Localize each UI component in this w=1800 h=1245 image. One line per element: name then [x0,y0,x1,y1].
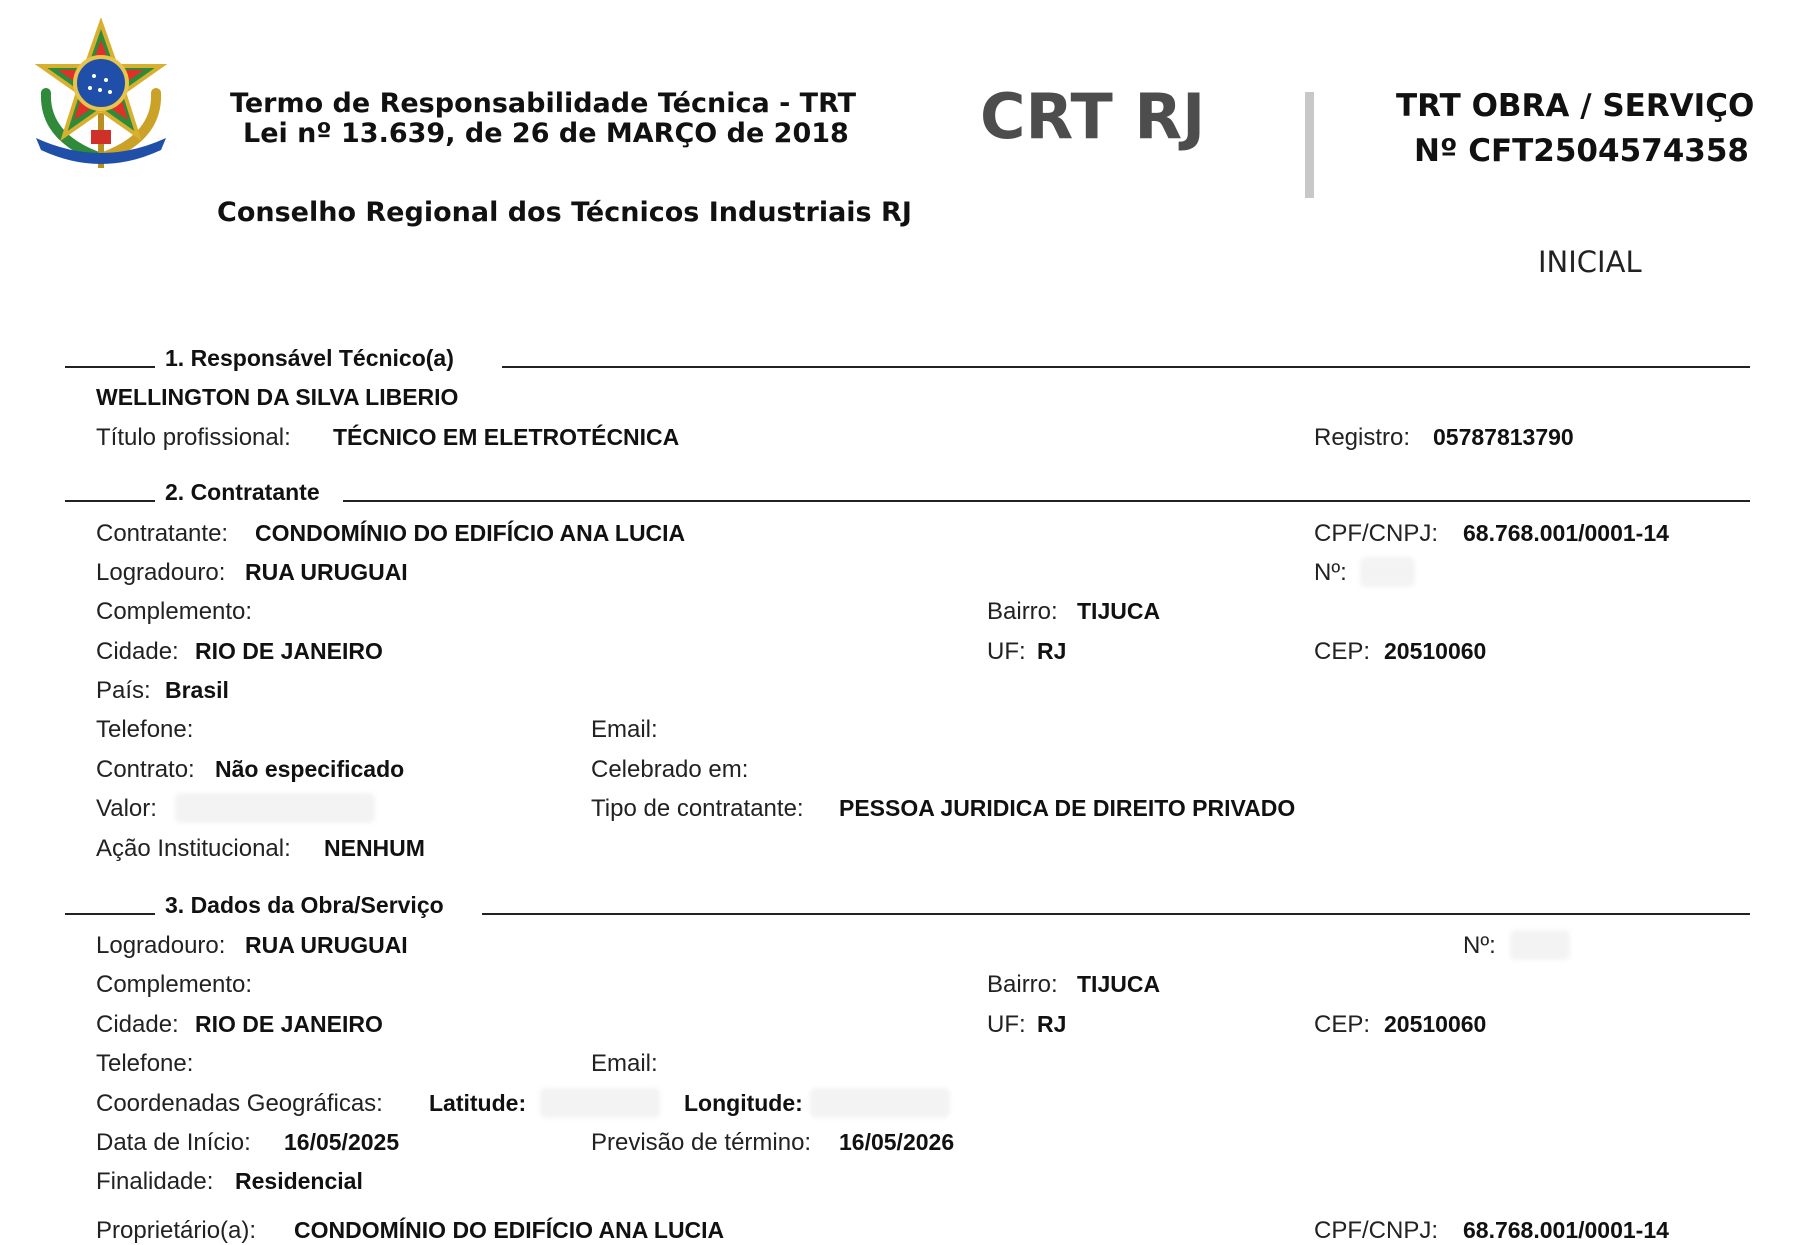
data-inicio-value: 16/05/2025 [284,1129,400,1155]
celebrado-label: Celebrado em: [591,756,749,783]
contratante-uf-value: RJ [1037,638,1067,664]
contratante-cpf-label: CPF/CNPJ: [1314,520,1439,547]
coat-of-arms-icon [26,18,176,168]
contratante-cidade-value: RIO DE JANEIRO [195,638,383,664]
council-name: Conselho Regional dos Técnicos Industriais RJ [217,197,912,228]
obra-cidade-value: RIO DE JANEIRO [195,1011,383,1037]
data-inicio-label: Data de Início: [96,1129,251,1156]
contratante-pais-label: País: [96,677,151,704]
contrato-value: Não especificado [215,756,405,782]
latitude-label: Latitude: [429,1090,527,1116]
finalidade-label: Finalidade: [96,1168,214,1195]
contratante-label: Contratante: [96,520,229,547]
document-title-line1: Termo de Responsabilidade Técnica - TRT [230,88,857,119]
trt-number: Nº CFT2504574358 [1414,133,1749,169]
valor-label: Valor: [96,795,157,822]
obra-logradouro-label: Logradouro: [96,932,226,959]
obra-cidade-label: Cidade: [96,1011,179,1038]
obra-bairro-label: Bairro: [987,971,1058,998]
section3-rule-right [482,913,1750,915]
proprietario-value: CONDOMÍNIO DO EDIFÍCIO ANA LUCIA [294,1217,725,1243]
contratante-pais-value: Brasil [165,677,229,703]
obra-email-label: Email: [591,1050,658,1077]
section1-rule-right [502,366,1750,368]
contratante-telefone-label: Telefone: [96,716,194,743]
contratante-uf-label: UF: [987,638,1026,665]
contratante-cep-label: CEP: [1314,638,1371,665]
titulo-label: Título profissional: [96,424,291,451]
registro-label: Registro: [1314,424,1411,451]
obra-complemento-label: Complemento: [96,971,253,998]
document-title-line2: Lei nº 13.639, de 26 de MARÇO de 2018 [243,118,849,149]
obra-bairro-value: TIJUCA [1077,971,1161,997]
redacted-valor [175,793,375,823]
previsao-termino-value: 16/05/2026 [839,1129,955,1155]
section2-title: 2. Contratante [165,479,320,505]
contratante-bairro-label: Bairro: [987,598,1058,625]
redacted-longitude [810,1088,950,1118]
obra-uf-value: RJ [1037,1011,1067,1037]
longitude-label: Longitude: [684,1090,803,1116]
proprietario-cpf-value: 68.768.001/0001-14 [1463,1217,1669,1243]
redacted-numero [1360,557,1415,587]
contratante-bairro-value: TIJUCA [1077,598,1161,624]
finalidade-value: Residencial [235,1168,363,1194]
trt-status: INICIAL [1538,245,1642,279]
redacted-latitude [540,1088,660,1118]
obra-numero-label: Nº: [1463,932,1496,959]
tipo-contratante-label: Tipo de contratante: [591,795,804,822]
responsavel-name: WELLINGTON DA SILVA LIBERIO [96,384,459,410]
contratante-numero-label: Nº: [1314,559,1347,586]
registro-value: 05787813790 [1433,424,1574,450]
section1-rule-left [65,366,155,368]
obra-telefone-label: Telefone: [96,1050,194,1077]
contratante-email-label: Email: [591,716,658,743]
contratante-cep-value: 20510060 [1384,638,1487,664]
coordenadas-label: Coordenadas Geográficas: [96,1090,383,1117]
section2-rule-right [343,500,1750,502]
contratante-logradouro-label: Logradouro: [96,559,226,586]
section3-title: 3. Dados da Obra/Serviço [165,892,444,918]
acao-institucional-label: Ação Institucional: [96,835,291,862]
proprietario-cpf-label: CPF/CNPJ: [1314,1217,1439,1244]
obra-uf-label: UF: [987,1011,1026,1038]
header-divider [1305,92,1314,198]
obra-cep-value: 20510060 [1384,1011,1487,1037]
contratante-cpf-value: 68.768.001/0001-14 [1463,520,1669,546]
acao-institucional-value: NENHUM [324,835,425,861]
contrato-label: Contrato: [96,756,195,783]
section2-rule-left [65,500,155,502]
proprietario-label: Proprietário(a): [96,1217,257,1244]
trt-type: TRT OBRA / SERVIÇO [1396,88,1755,124]
redacted-obra-numero [1510,930,1570,960]
brand-logo-text: CRT RJ [980,80,1206,153]
contratante-value: CONDOMÍNIO DO EDIFÍCIO ANA LUCIA [255,520,686,546]
section3-rule-left [65,913,155,915]
section1-title: 1. Responsável Técnico(a) [165,345,454,371]
obra-logradouro-value: RUA URUGUAI [245,932,408,958]
contratante-complemento-label: Complemento: [96,598,253,625]
obra-cep-label: CEP: [1314,1011,1371,1038]
tipo-contratante-value: PESSOA JURIDICA DE DIREITO PRIVADO [839,795,1296,821]
contratante-cidade-label: Cidade: [96,638,179,665]
previsao-termino-label: Previsão de término: [591,1129,812,1156]
contratante-logradouro-value: RUA URUGUAI [245,559,408,585]
titulo-value: TÉCNICO EM ELETROTÉCNICA [333,424,680,450]
